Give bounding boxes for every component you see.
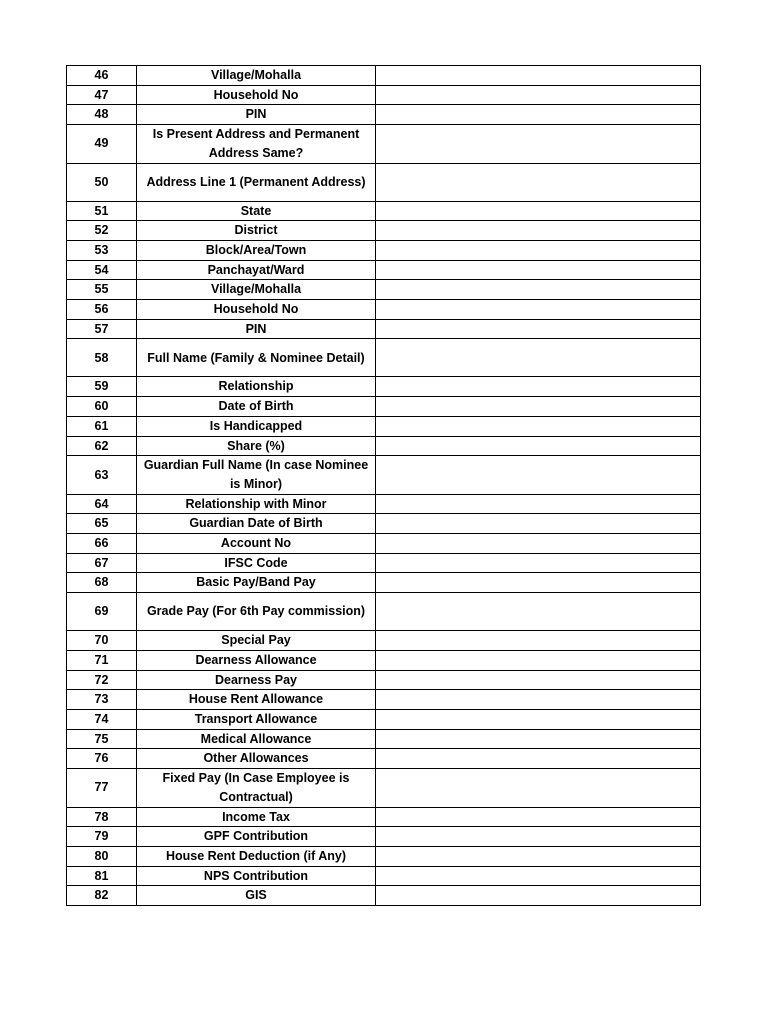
row-number: 71 [67,650,137,670]
field-value-cell[interactable] [376,534,701,554]
field-label: House Rent Deduction (if Any) [137,846,376,866]
row-number: 70 [67,631,137,651]
table-row [67,514,701,534]
field-label: Date of Birth [137,397,376,417]
field-value-cell[interactable] [376,201,701,221]
field-value-cell[interactable] [376,807,701,827]
row-number: 54 [67,260,137,280]
row-number: 68 [67,573,137,593]
table-row [67,66,701,86]
row-number: 48 [67,105,137,125]
table-row [67,280,701,300]
field-value-cell[interactable] [376,319,701,339]
table-row [67,416,701,436]
row-number: 82 [67,886,137,906]
row-number: 78 [67,807,137,827]
field-value-cell[interactable] [376,670,701,690]
table-row [67,729,701,749]
row-number: 50 [67,163,137,201]
form-fields-body [67,66,701,906]
field-label: Household No [137,85,376,105]
row-number: 80 [67,846,137,866]
row-number: 53 [67,240,137,260]
field-value-cell[interactable] [376,690,701,710]
field-label: Share (%) [137,436,376,456]
table-row [67,260,701,280]
field-value-cell[interactable] [376,709,701,729]
field-label: Is Present Address and Permanent Address Same? [137,125,376,163]
field-label: IFSC Code [137,553,376,573]
row-number: 69 [67,593,137,631]
table-row [67,105,701,125]
field-label: Other Allowances [137,749,376,769]
field-value-cell[interactable] [376,573,701,593]
row-number: 75 [67,729,137,749]
field-label: GIS [137,886,376,906]
row-number: 56 [67,300,137,320]
field-value-cell[interactable] [376,631,701,651]
field-label: Village/Mohalla [137,280,376,300]
field-label: NPS Contribution [137,866,376,886]
table-row [67,690,701,710]
table-row [67,553,701,573]
row-number: 47 [67,85,137,105]
row-number: 76 [67,749,137,769]
table-row [67,769,701,807]
field-label: Block/Area/Town [137,240,376,260]
row-number: 59 [67,377,137,397]
field-label: Dearness Pay [137,670,376,690]
table-row [67,339,701,377]
field-label: Grade Pay (For 6th Pay commission) [137,593,376,631]
field-label: House Rent Allowance [137,690,376,710]
field-label: State [137,201,376,221]
field-value-cell[interactable] [376,593,701,631]
table-row [67,534,701,554]
field-value-cell[interactable] [376,886,701,906]
field-value-cell[interactable] [376,416,701,436]
field-label: Fixed Pay (In Case Employee is Contractual) [137,769,376,807]
table-row [67,650,701,670]
table-row [67,886,701,906]
field-value-cell[interactable] [376,436,701,456]
field-value-cell[interactable] [376,280,701,300]
field-label: Transport Allowance [137,709,376,729]
field-value-cell[interactable] [376,377,701,397]
table-row [67,125,701,163]
row-number: 67 [67,553,137,573]
field-label: Address Line 1 (Permanent Address) [137,163,376,201]
table-row [67,201,701,221]
field-label: Relationship [137,377,376,397]
field-label: Panchayat/Ward [137,260,376,280]
row-number: 49 [67,125,137,163]
row-number: 52 [67,221,137,241]
table-row [67,456,701,494]
table-row [67,397,701,417]
field-value-cell[interactable] [376,514,701,534]
row-number: 73 [67,690,137,710]
field-value-cell[interactable] [376,650,701,670]
field-value-cell[interactable] [376,260,701,280]
row-number: 79 [67,827,137,847]
field-value-cell[interactable] [376,456,701,494]
field-label: Special Pay [137,631,376,651]
field-label: District [137,221,376,241]
field-value-cell[interactable] [376,240,701,260]
table-row [67,319,701,339]
row-number: 60 [67,397,137,417]
row-number: 81 [67,866,137,886]
field-label: Household No [137,300,376,320]
row-number: 57 [67,319,137,339]
table-row [67,866,701,886]
field-label: Income Tax [137,807,376,827]
field-label: Dearness Allowance [137,650,376,670]
table-row [67,163,701,201]
row-number: 65 [67,514,137,534]
field-value-cell[interactable] [376,163,701,201]
field-value-cell[interactable] [376,125,701,163]
table-row [67,85,701,105]
field-value-cell[interactable] [376,105,701,125]
form-fields-table [66,65,701,906]
table-row [67,494,701,514]
row-number: 74 [67,709,137,729]
row-number: 51 [67,201,137,221]
field-value-cell[interactable] [376,339,701,377]
field-value-cell[interactable] [376,221,701,241]
field-value-cell[interactable] [376,553,701,573]
table-row [67,846,701,866]
field-value-cell[interactable] [376,397,701,417]
table-row [67,593,701,631]
row-number: 64 [67,494,137,514]
row-number: 55 [67,280,137,300]
table-row [67,300,701,320]
row-number: 46 [67,66,137,86]
table-row [67,436,701,456]
field-label: Village/Mohalla [137,66,376,86]
table-row [67,377,701,397]
field-label: Guardian Full Name (In case Nominee is Minor) [137,456,376,494]
table-row [67,749,701,769]
table-row [67,709,701,729]
row-number: 62 [67,436,137,456]
table-row [67,573,701,593]
field-value-cell[interactable] [376,729,701,749]
table-row [67,670,701,690]
table-row [67,631,701,651]
field-label: Guardian Date of Birth [137,514,376,534]
table-row [67,807,701,827]
field-label: Account No [137,534,376,554]
row-number: 66 [67,534,137,554]
field-label: PIN [137,319,376,339]
field-value-cell[interactable] [376,846,701,866]
field-value-cell[interactable] [376,85,701,105]
field-label: Basic Pay/Band Pay [137,573,376,593]
field-label: Full Name (Family & Nominee Detail) [137,339,376,377]
field-label: GPF Contribution [137,827,376,847]
field-label: Relationship with Minor [137,494,376,514]
table-row [67,827,701,847]
field-value-cell[interactable] [376,769,701,807]
table-row [67,221,701,241]
field-label: Is Handicapped [137,416,376,436]
field-value-cell[interactable] [376,827,701,847]
field-value-cell[interactable] [376,494,701,514]
row-number: 58 [67,339,137,377]
field-value-cell[interactable] [376,300,701,320]
table-row [67,240,701,260]
row-number: 77 [67,769,137,807]
row-number: 63 [67,456,137,494]
field-label: PIN [137,105,376,125]
field-value-cell[interactable] [376,866,701,886]
row-number: 61 [67,416,137,436]
row-number: 72 [67,670,137,690]
field-value-cell[interactable] [376,749,701,769]
field-label: Medical Allowance [137,729,376,749]
field-value-cell[interactable] [376,66,701,86]
